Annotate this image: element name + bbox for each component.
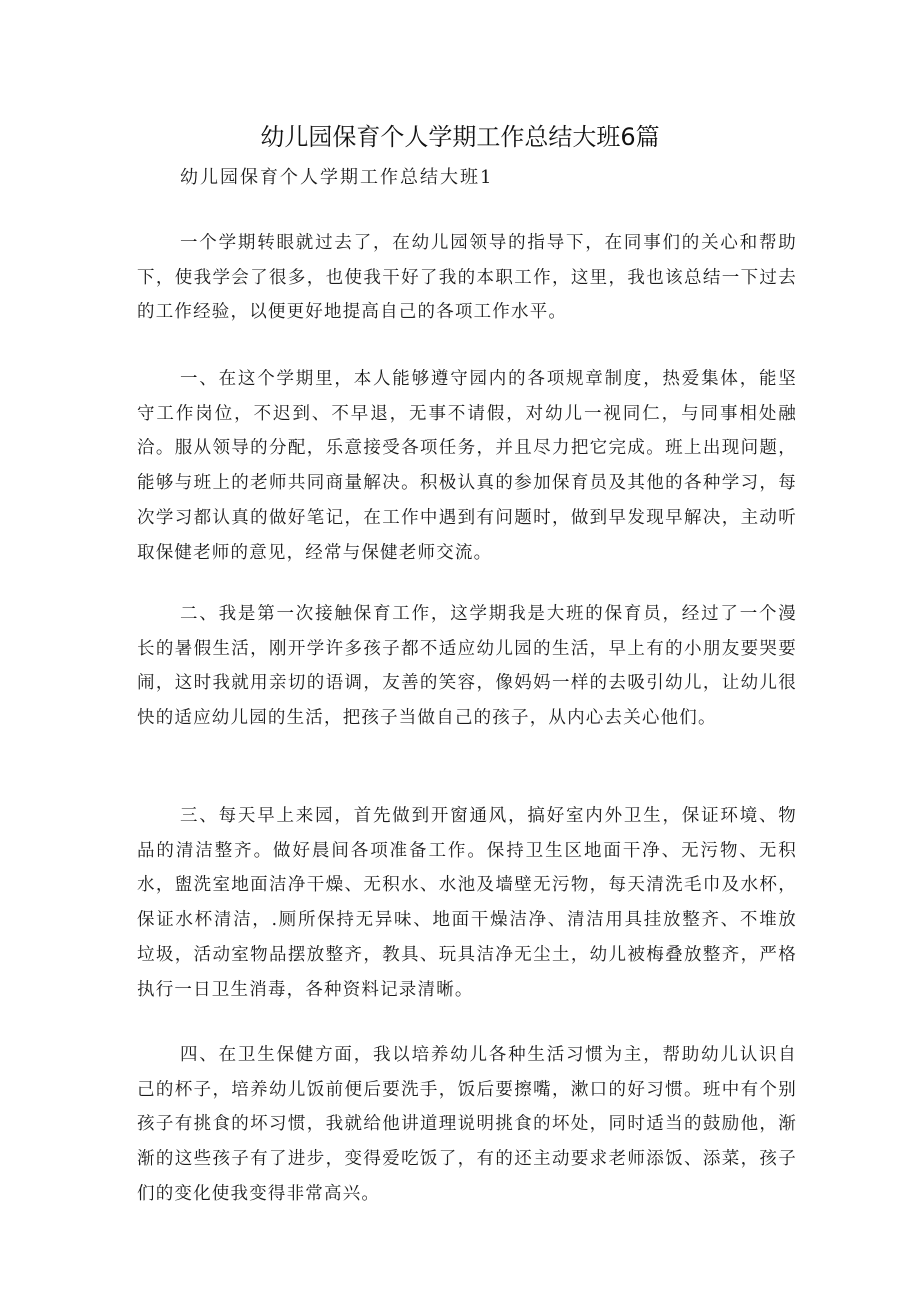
paragraph-section-1: 一、在这个学期里，本人能够遵守园内的各项规章制度，热爱集体，能坚守工作岗位，不迟到、不早退，无事不请假，对幼儿一视同仁，与同事相处融洽。服从领导的分配，乐意接受各项任务，并且尽力把它完成。班上出现问题，能够与班上的老师共同商量解决。积极认真的参加保育员及其他的各种学习，每次学习都认真的做好笔记，在工作中遇到有问题时，做到早发现早解决，主动听取保健老师的意见，经常与保健老师交流。	[137, 369, 797, 563]
section-subtitle: 幼儿园保育个人学期工作总结大班1	[180, 167, 494, 188]
paragraph-section-3: 三、每天早上来园，首先做到开窗通风，搞好室内外卫生，保证环境、物品的清洁整齐。做好晨间各项准备工作。保持卫生区地面干净、无污物、无积水，盥洗室地面洁净干燥、无积水、水池及墙壁无污物，每天清洗毛巾及水杯，保证水杯清洁，.厕所保持无异味、地面干燥洁净、清洁用具挂放整齐、不堆放垃圾，活动室物品摆放整齐，教具、玩具洁净无尘土，幼儿被梅叠放整齐，严格执行一日卫生消毒，各种资料记录清晰。	[137, 806, 797, 1000]
paragraph-section-4: 四、在卫生保健方面，我以培养幼儿各种生活习惯为主，帮助幼儿认识自己的杯子，培养幼儿饭前便后要洗手，饭后要擦嘴，漱口的好习惯。班中有个别孩子有挑食的坏习惯，我就给他讲道理说明挑食的坏处，同时适当的鼓励他，渐渐的这些孩子有了进步，变得爱吃饭了，有的还主动要求老师添饭、添菜，孩子们的变化使我变得非常高兴。	[137, 1045, 797, 1204]
page-title: 幼儿园保育个人学期工作总结大班6篇	[260, 123, 660, 151]
paragraph-section-2: 二、我是第一次接触保育工作，这学期我是大班的保育员，经过了一个漫长的暑假生活，刚开学许多孩子都不适应幼儿园的生活，早上有的小朋友要哭要闹，这时我就用亲切的语调，友善的笑容，像妈妈一样的去吸引幼儿，让幼儿很快的适应幼儿园的生活，把孩子当做自己的孩子，从内心去关心他们。	[137, 604, 797, 729]
paragraph-intro: 一个学期转眼就过去了，在幼儿园领导的指导下，在同事们的关心和帮助下，使我学会了很多，也使我干好了我的本职工作，这里，我也该总结一下过去的工作经验，以便更好地提高自己的各项工作水平。	[137, 233, 797, 323]
